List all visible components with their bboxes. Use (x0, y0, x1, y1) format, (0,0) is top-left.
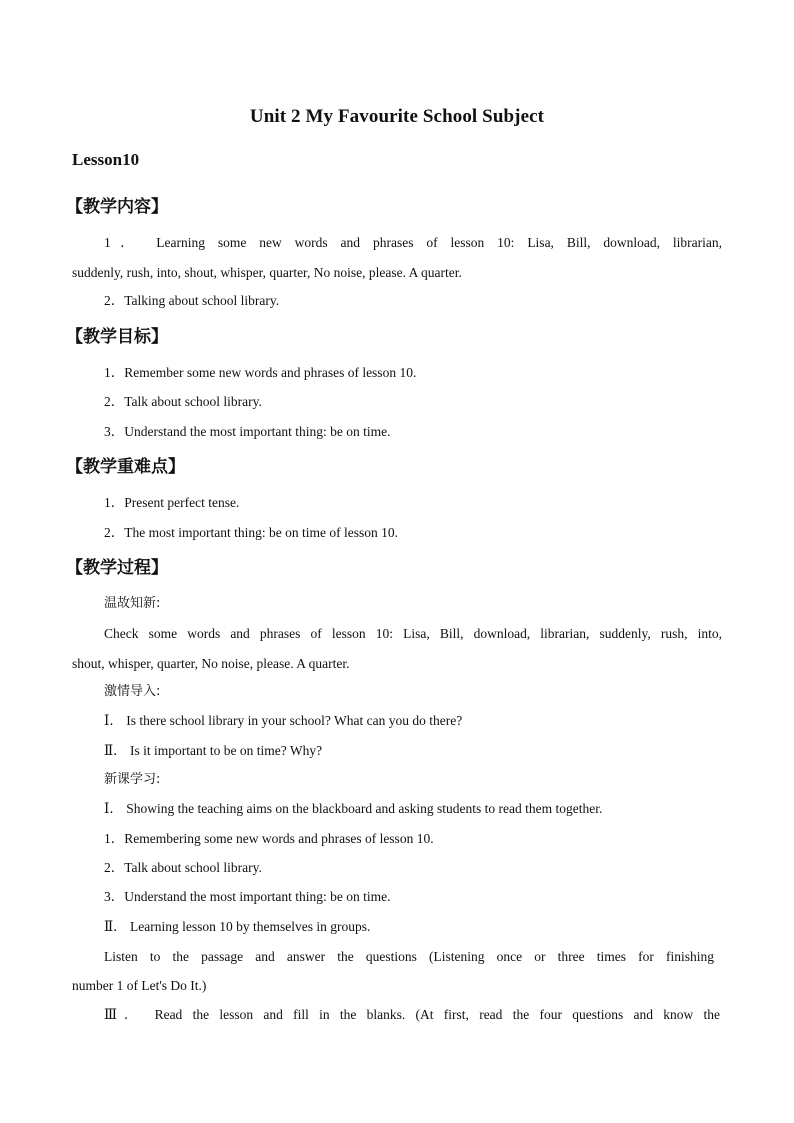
intro-item-2: Ⅱ． Is it important to be on time? Why? (104, 743, 323, 758)
new-step-1-item-2: 2．Talk about school library. (104, 860, 262, 875)
new-step-1: Ⅰ． Showing the teaching aims on the blackboard and asking students to read them together. (104, 801, 603, 816)
content-item-1: 1． Learning some new words and phrases of lesson 10: Lisa, Bill, download, librarian, (104, 235, 722, 250)
review-text: Check some words and phrases of lesson 10: Lisa, Bill, download, librarian, suddenly, rush, into, (104, 626, 722, 641)
new-lesson-label: 新课学习: (104, 772, 161, 787)
goal-item-2: 2．Talk about school library. (104, 394, 262, 409)
heading-key-points: 【教学重难点】 (66, 457, 185, 477)
key-item-1: 1．Present perfect tense. (104, 495, 240, 510)
intro-label: 激情导入: (104, 684, 161, 699)
new-step-1-item-1: 1．Remembering some new words and phrases of lesson 10. (104, 831, 434, 846)
intro-item-1: Ⅰ． Is there school library in your school? What can you do there? (104, 713, 463, 728)
new-step-3: Ⅲ． Read the lesson and fill in the blanks. (At first, read the four questions and know the (104, 1007, 720, 1022)
goal-item-3: 3．Understand the most important thing: be on time. (104, 424, 391, 439)
listen-text-cont: number 1 of Let's Do It.) (72, 978, 207, 993)
heading-teaching-process: 【教学过程】 (66, 558, 168, 578)
review-text-cont: shout, whisper, quarter, No noise, please. A quarter. (72, 656, 350, 671)
heading-teaching-goals: 【教学目标】 (66, 327, 168, 347)
new-step-2: Ⅱ． Learning lesson 10 by themselves in groups. (104, 919, 371, 934)
review-label: 温故知新: (104, 596, 161, 611)
heading-teaching-content: 【教学内容】 (66, 197, 168, 217)
content-item-1-cont: suddenly, rush, into, shout, whisper, quarter, No noise, please. A quarter. (72, 265, 462, 280)
goal-item-1: 1．Remember some new words and phrases of lesson 10. (104, 365, 417, 380)
document-title: Unit 2 My Favourite School Subject (249, 106, 545, 127)
lesson-label: Lesson10 (72, 150, 140, 169)
key-item-2: 2．The most important thing: be on time of lesson 10. (104, 525, 398, 540)
content-item-2: 2．Talking about school library. (104, 293, 280, 308)
new-step-1-item-3: 3．Understand the most important thing: be on time. (104, 889, 391, 904)
listen-text: Listen to the passage and answer the questions (Listening once or three times for finishing (104, 949, 714, 964)
